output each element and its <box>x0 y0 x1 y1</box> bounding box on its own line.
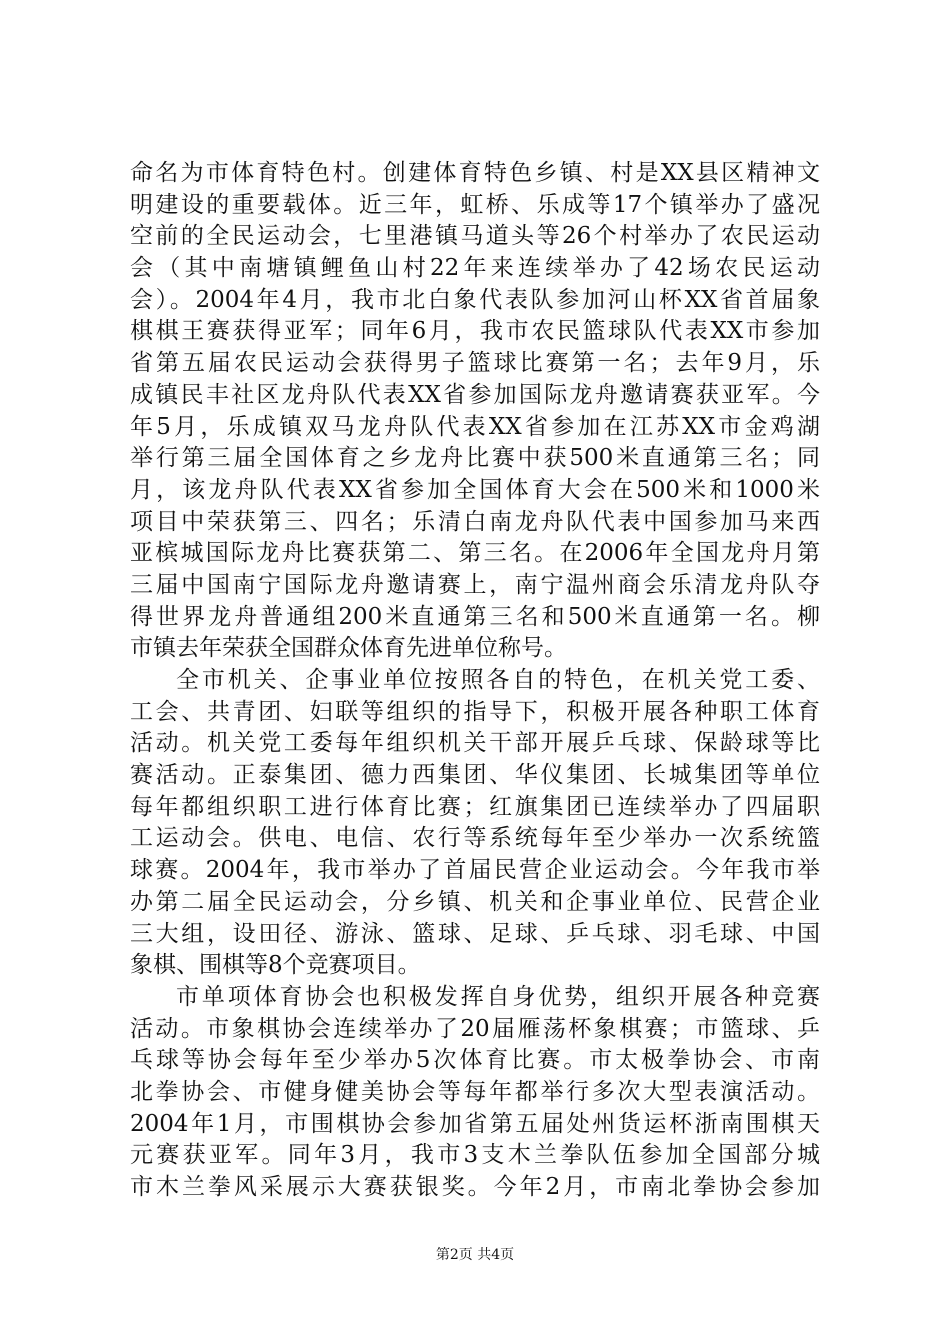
text-line: 象棋、围棋等8个竞赛项目。 <box>130 952 421 979</box>
text-line: 三届中国南宁国际龙舟邀请赛上，南宁温州商会乐清龙舟队夺 <box>130 571 820 598</box>
text-line: 市木兰拳风采展示大赛获银奖。今年2月，市南北拳协会参加 <box>130 1174 820 1200</box>
text-line: 全市机关、企事业单位按照各自的特色，在机关党工委、 <box>176 667 820 693</box>
text-line: 北拳协会、市健身健美协会等每年都举行多次大型表演活动。 <box>130 1078 820 1105</box>
text-line: 元赛获亚军。同年3月，我市3支木兰拳队伍参加全国部分城 <box>130 1142 820 1169</box>
document-body <box>130 158 820 1204</box>
text-line: 明建设的重要载体。近三年，虹桥、乐成等17个镇举办了盛况 <box>130 191 820 218</box>
text-line: 举行第三届全国体育之乡龙舟比赛中获500米直通第三名；同 <box>130 445 820 472</box>
text-line: 市单项体育协会也积极发挥自身优势，组织开展各种竞赛 <box>176 983 820 1010</box>
text-line: 棋棋王赛获得亚军；同年6月，我市农民篮球队代表XX市参加 <box>130 318 820 345</box>
page-number: 第2页 共4页 <box>435 1247 515 1263</box>
text-line: 工运动会。供电、电信、农行等系统每年至少举办一次系统篮 <box>130 825 820 852</box>
text-line: 工会、共青团、妇联等组织的指导下，积极开展各种职工体育 <box>130 698 820 725</box>
text-line: 亚槟城国际龙舟比赛获第二、第三名。在2006年全国龙舟月第 <box>130 540 820 567</box>
text-line: 命名为市体育特色村。创建体育特色乡镇、村是XX县区精神文 <box>130 160 820 186</box>
text-line: 乓球等协会每年至少举办5次体育比赛。市太极拳协会、市南 <box>130 1047 820 1074</box>
text-line: 赛活动。正泰集团、德力西集团、华仪集团、长城集团等单位 <box>130 762 820 789</box>
text-line: 年5月，乐成镇双马龙舟队代表XX省参加在江苏XX市金鸡湖 <box>130 413 820 440</box>
text-line: 每年都组织职工进行体育比赛；红旗集团已连续举办了四届职 <box>130 793 820 820</box>
page-footer <box>0 1244 950 1264</box>
text-line: 会）。2004年4月，我市北白象代表队参加河山杯XX省首届象 <box>130 286 820 313</box>
text-line: 三大组，设田径、游泳、篮球、足球、乒乓球、羽毛球、中国 <box>130 920 820 947</box>
text-line: 办第二届全民运动会，分乡镇、机关和企事业单位、民营企业 <box>130 888 820 915</box>
text-line: 月，该龙舟队代表XX省参加全国体育大会在500米和1000米 <box>130 476 820 503</box>
text-line: 得世界龙舟普通组200米直通第三名和500米直通第一名。柳 <box>130 603 820 630</box>
text-line: 活动。市象棋协会连续举办了20届雁荡杯象棋赛；市篮球、乒 <box>130 1015 820 1042</box>
text-line: 会（其中南塘镇鲤鱼山村22年来连续举办了42场农民运动 <box>130 255 820 282</box>
text-line: 省第五届农民运动会获得男子篮球比赛第一名；去年9月，乐 <box>130 350 820 377</box>
text-line: 项目中荣获第三、四名；乐清白南龙舟队代表中国参加马来西 <box>130 508 820 535</box>
text-line: 成镇民丰社区龙舟队代表XX省参加国际龙舟邀请赛获亚军。今 <box>130 381 820 408</box>
text-line: 球赛。2004年，我市举办了首届民营企业运动会。今年我市举 <box>130 857 820 884</box>
text-line: 2004年1月，市围棋协会参加省第五届处州货运杯浙南围棋天 <box>130 1110 820 1137</box>
text-line: 活动。机关党工委每年组织机关干部开展乒乓球、保龄球等比 <box>130 730 820 757</box>
text-line: 空前的全民运动会，七里港镇马道头等26个村举办了农民运动 <box>130 223 820 250</box>
text-line: 市镇去年荣获全国群众体育先进单位称号。 <box>130 635 567 662</box>
